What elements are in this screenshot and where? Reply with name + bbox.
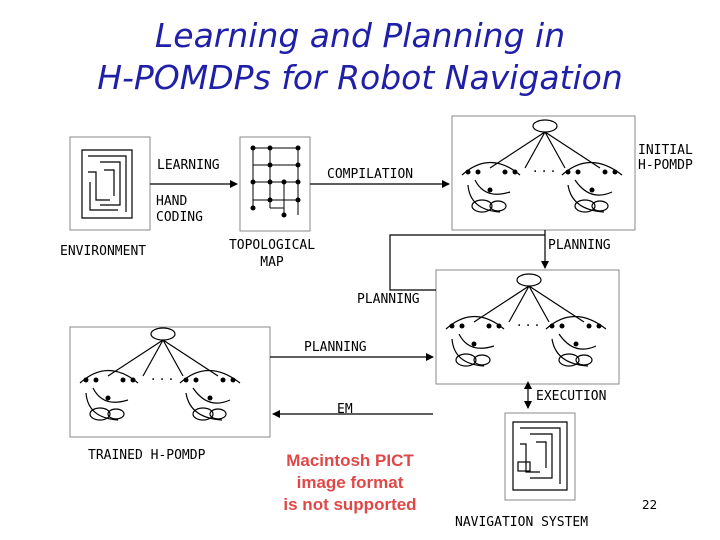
- topological-map-label-line1: TOPOLOGICAL: [228, 238, 316, 253]
- planning-label-left: PLANNING: [304, 340, 367, 355]
- planning-label-middle: PLANNING: [357, 292, 420, 307]
- slide-title-line2: H-POMDPs for Robot Navigation: [97, 58, 623, 97]
- planning-label-right: PLANNING: [548, 238, 611, 253]
- execution-label: EXECUTION: [536, 389, 607, 404]
- learning-label: LEARNING: [157, 158, 220, 173]
- page-number: 22: [642, 498, 658, 512]
- svg-text:. . .: . . .: [533, 160, 556, 176]
- navigation-system-label: NAVIGATION SYSTEM: [455, 515, 589, 530]
- initial-hpomdp-label-line1: INITIAL: [638, 143, 693, 158]
- placeholder-line3: is not supported: [283, 495, 417, 514]
- hand-coding-label-line2: CODING: [156, 210, 203, 225]
- environment-box: [70, 137, 150, 230]
- placeholder-line2: image format: [296, 473, 404, 492]
- slide-title-line1: Learning and Planning in: [154, 16, 566, 55]
- svg-text:. . .: . . .: [517, 314, 540, 330]
- navigation-system-box: [505, 413, 575, 500]
- trained-hpomdp-label: TRAINED H-POMDP: [88, 448, 206, 463]
- flow-arrows: [150, 184, 545, 414]
- topological-map-label-line2: MAP: [260, 255, 284, 270]
- planning-hpomdp-graph: [436, 270, 619, 384]
- initial-hpomdp-graph: [452, 116, 635, 230]
- hand-coding-label-line1: HAND: [156, 194, 188, 209]
- topological-map-box: [240, 137, 310, 231]
- unsupported-image-placeholder: [270, 450, 430, 516]
- trained-hpomdp-graph: [70, 327, 270, 437]
- placeholder-line1: Macintosh PICT: [286, 451, 414, 470]
- initial-hpomdp-label-line2: H-POMDP: [638, 158, 693, 173]
- environment-label: ENVIRONMENT: [60, 244, 147, 259]
- em-label: EM: [337, 402, 353, 417]
- compilation-label: COMPILATION: [327, 167, 414, 182]
- svg-text:. . .: . . .: [151, 368, 174, 384]
